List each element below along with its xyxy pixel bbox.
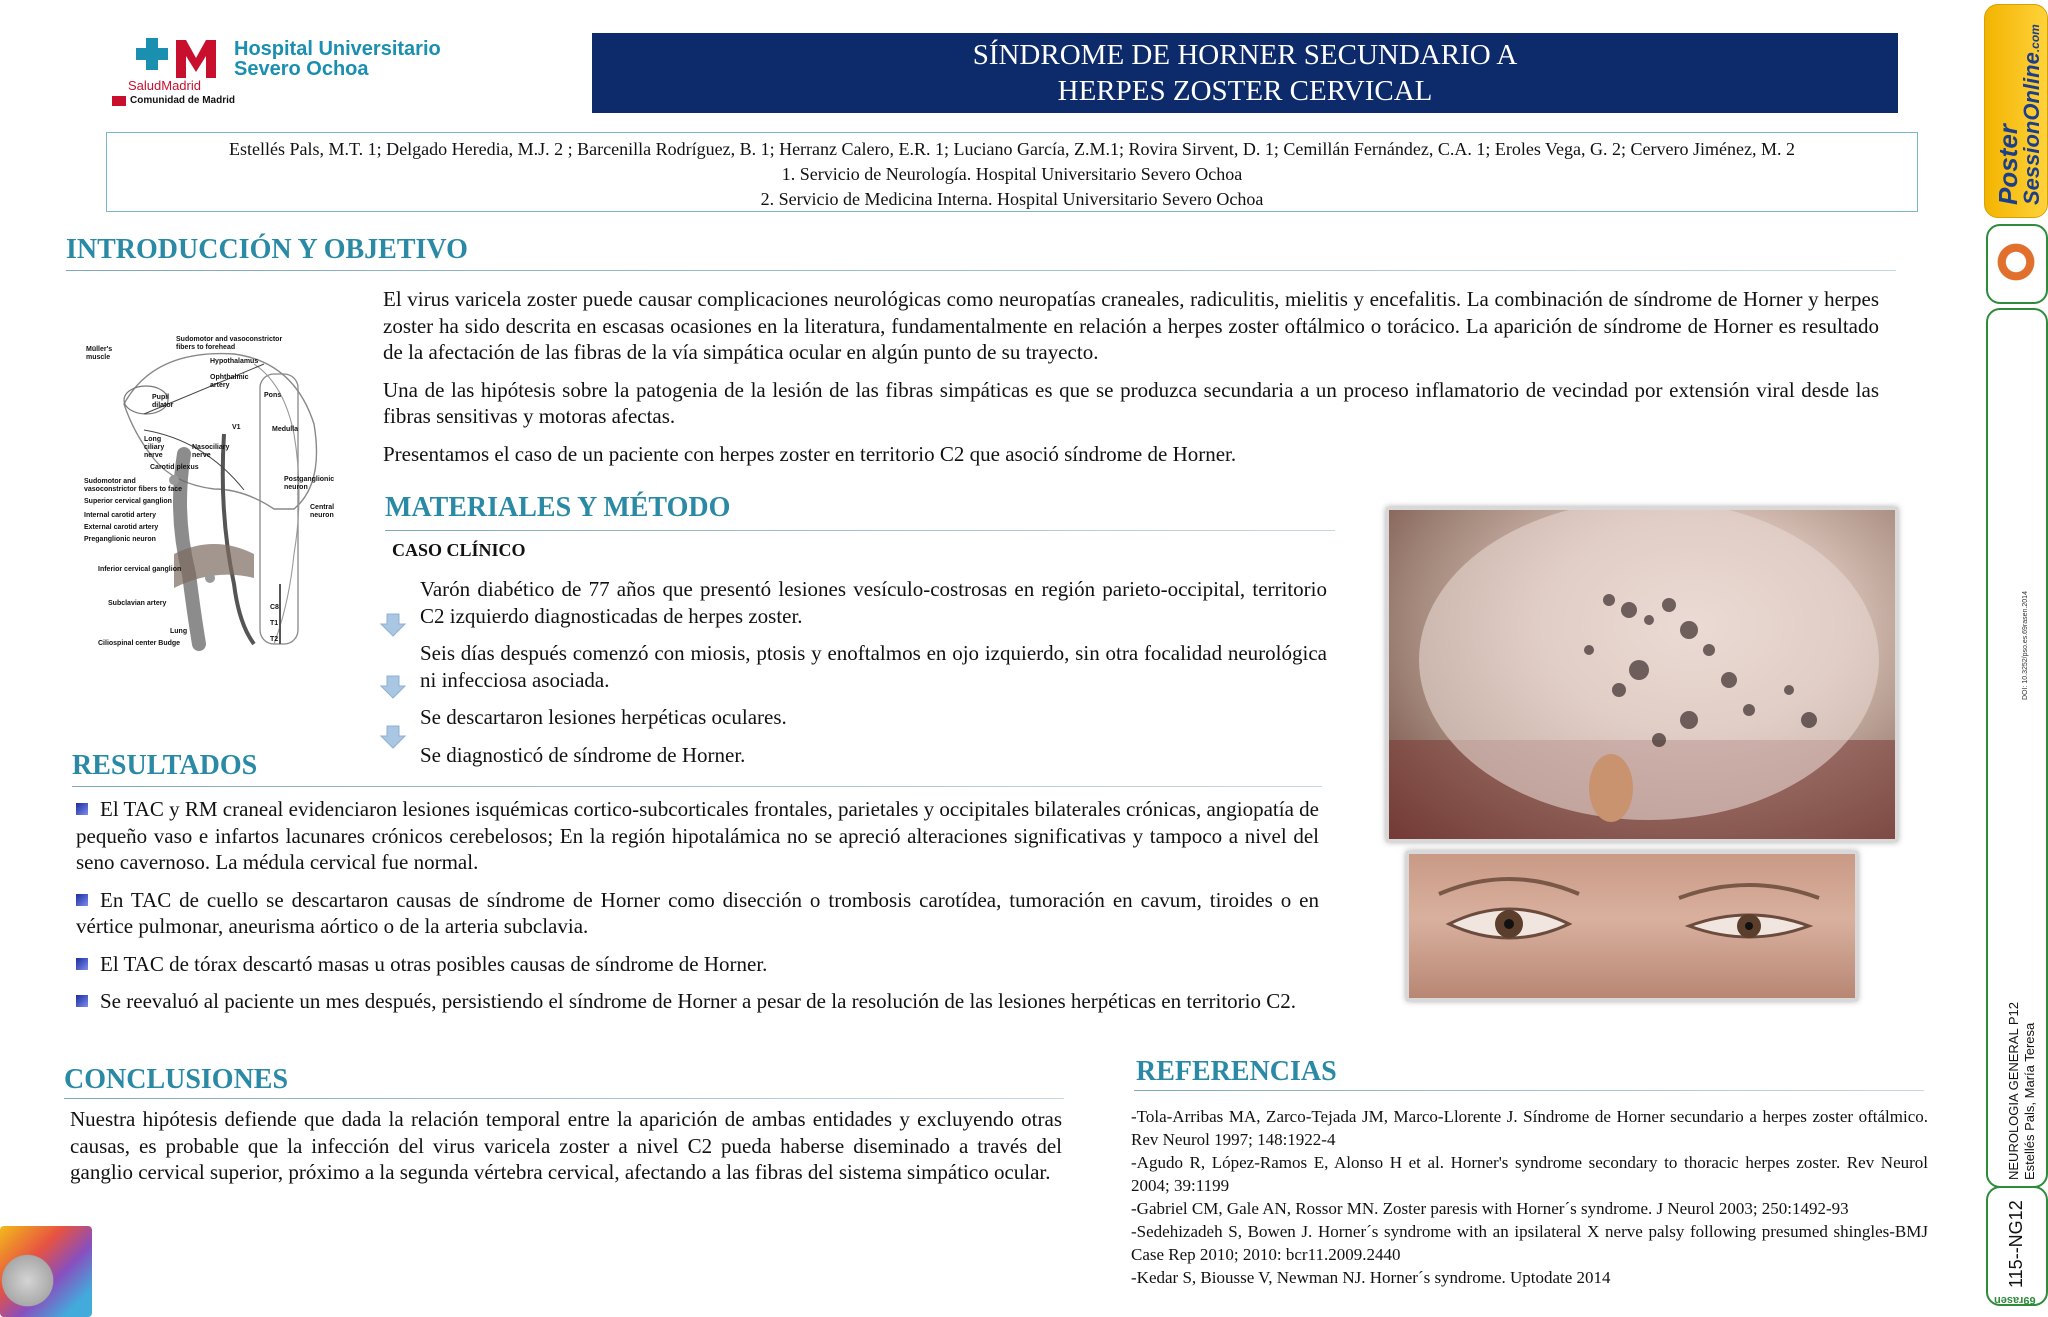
- eyes-illustration: [1409, 854, 1855, 998]
- postersession-badge[interactable]: [1984, 4, 2048, 218]
- category-label: NEUROLOGIA GENERAL P12: [2006, 1002, 2021, 1180]
- title-line-1: SÍNDROME DE HORNER SECUNDARIO A: [972, 39, 1518, 71]
- bullet-square-icon: [76, 958, 88, 970]
- intro-paragraph-2: Una de las hipótesis sobre la patogenia de la lesión de las fibras simpáticas es que se produzca secundaria a un proceso inflamatorio de vecindad por extensión viral desde las fibras sensitivas y motoras afectas.: [383, 377, 1879, 428]
- brand-part-2: SessionOnline: [2019, 52, 2044, 205]
- author-label: Estellés Pals, María Teresa: [2022, 1022, 2037, 1180]
- poster-title: [592, 33, 1898, 113]
- diagram-label-superior-cervical: Superior cervical ganglion: [84, 498, 172, 505]
- result-item-3: [76, 951, 1319, 978]
- methods-rule: [385, 530, 1335, 531]
- results-heading: RESULTADOS: [72, 750, 258, 781]
- diagram-label-pupil-dilator: Pupil dilator: [152, 394, 174, 409]
- society-logo-icon: [1996, 236, 2036, 288]
- diagram-label-postganglionic: Postganglionic neuron: [284, 476, 335, 491]
- diagram-label-t1: T1: [270, 620, 279, 627]
- intro-heading: INTRODUCCIÓN Y OBJETIVO: [66, 234, 468, 265]
- diagram-label-nasociliary: Nasociliary nerve: [192, 444, 230, 459]
- affiliation-1: 1. Servicio de Neurología. Hospital Universitario Severo Ochoa: [781, 164, 1243, 184]
- references-heading: REFERENCIAS: [1136, 1056, 1337, 1087]
- diagram-label-lung: Lung: [170, 628, 188, 635]
- diagram-label-preganglionic: Preganglionic neuron: [84, 536, 156, 543]
- diagram-label-t2: T2: [270, 636, 279, 643]
- bullet-square-icon: [76, 803, 88, 815]
- authors-box: [106, 132, 1918, 212]
- horner-pathway-diagram: [84, 334, 350, 668]
- result-text-4: Se reevaluó al paciente un mes después, persistiendo el síndrome de Horner a pesar de la resolución de las lesiones herpéticas en territorio C2.: [100, 989, 1297, 1013]
- diagram-label-subclavian: Subclavian artery: [108, 600, 167, 607]
- poster-code-panel: [1986, 1186, 2048, 1306]
- reference-item-2: -Agudo R, López-Ramos E, Alonso H et al. Horner's syndrome secondary to thoracic herpes zoster. Rev Neurol 2004; 39:1199: [1131, 1153, 1928, 1195]
- results-rule: [72, 786, 1322, 787]
- intro-paragraph-1: El virus varicela zoster puede causar complicaciones neurológicas como neuropatías craneales, radiculitis, mielitis y encefalitis. La combinación de síndrome de Horner y herpes zoster ha sido descrita en escasas ocasiones en la literatura, fundamentalmente en relación a herpes zoster oftálmico o torácico. La aparición de síndrome de Horner es resultado de la afectación de las fibras de la vía simpática ocular en algún punto de su trayecto.: [383, 287, 1879, 364]
- bullet-square-icon: [76, 894, 88, 906]
- conclusions-body: Nuestra hipótesis defiende que dada la relación temporal entre la aparición de ambas entidades y excluyendo otras causas, es probable que la infección del virus varicela zoster a nivel C2 pueda haberse diseminado a través del ganglio cervical superior, próximo a la segunda vértebra cervical, afectando a las fibras del sistema simpático ocular.: [70, 1107, 1062, 1184]
- reference-item-1: -Tola-Arribas MA, Zarco-Tejada JM, Marco-Llorente J. Síndrome de Horner secundario a herpes zoster oftálmico. Rev Neurol 1997; 148:1922-4: [1131, 1107, 1928, 1149]
- diagram-label-muller: Müller's muscle: [86, 346, 113, 361]
- diagram-label-carotid-plexus: Carotid plexus: [150, 464, 199, 471]
- diagram-label-hypothalamus: Hypothalamus: [210, 358, 259, 365]
- diagram-label-sudomotor-forehead: Sudomotor and vasoconstrictor fibers to forehead: [176, 336, 283, 351]
- affiliation-2: 2. Servicio de Medicina Interna. Hospital Universitario Severo Ochoa: [760, 189, 1264, 209]
- conclusions-rule: [64, 1098, 1064, 1099]
- case-item-2: Seis días después comenzó con miosis, ptosis y enoftalmos en ojo izquierdo, sin otra focalidad neurológica ni infecciosa asociada.: [420, 641, 1327, 692]
- scalp-lesion-illustration: [1389, 510, 1895, 839]
- intro-body: [383, 286, 1879, 478]
- case-item-4: Se diagnosticó de síndrome de Horner.: [420, 742, 746, 767]
- case-item-3: Se descartaron lesiones herpéticas oculares.: [420, 705, 787, 729]
- authors-line: Estellés Pals, M.T. 1; Delgado Heredia, M.J. 2 ; Barcenilla Rodríguez, B. 1; Herranz Calero, E.R. 1; Luciano García, Z.M.1; Rovira Sirvent, D. 1; Cemillán Fernández, C.A. 1; Eroles Vega, G. 2; Cervero Jiménez, M. 2: [229, 139, 1795, 159]
- diagram-label-internal-carotid: Internal carotid artery: [84, 512, 156, 519]
- references-rule: [1134, 1090, 1924, 1091]
- arrow-down-icon: [380, 724, 406, 750]
- diagram-label-ophthalmic: Ophthalmic artery: [210, 374, 249, 389]
- conclusions-heading: CONCLUSIONES: [64, 1064, 289, 1095]
- result-item-4: [76, 988, 1319, 1015]
- arrow-down-icon: [380, 674, 406, 700]
- brand-part-1: Poster: [1993, 124, 2023, 205]
- diagram-label-inferior-cervical: Inferior cervical ganglion: [98, 566, 182, 573]
- reference-item-4: -Sedehizadeh S, Bowen J. Horner´s syndrome with an ipsilateral X nerve palsy following presumed shingles-BMJ Case Rep 2010; 2010: bcr11.2009.2440: [1131, 1222, 1928, 1264]
- comunidad-flag-icon: [112, 96, 126, 106]
- bullet-square-icon: [76, 995, 88, 1007]
- doi-label: DOI: 10.3252/pso.es.69rasen.2014: [2022, 591, 2029, 700]
- eyes-ptosis-photo: [1406, 851, 1858, 1001]
- reference-item-3: -Gabriel CM, Gale AN, Rossor MN. Zoster paresis with Horner´s syndrome. J Neurol 2003; 250:1492-93: [1131, 1199, 1849, 1218]
- diagram-label-medulla: Medulla: [272, 426, 299, 433]
- hospital-logo: [124, 34, 454, 114]
- hospital-name-line2: Severo Ochoa: [234, 58, 369, 80]
- diagram-label-v1: V1: [232, 424, 241, 431]
- diagram-label-pons: Pons: [264, 392, 282, 399]
- diagram-label-central-neuron: Central neuron: [310, 504, 335, 519]
- result-item-1: [76, 796, 1319, 876]
- result-text-2: En TAC de cuello se descartaron causas de síndrome de Horner como disección o trombosis carotídea, tumoración en cavum, tiroides o en vértice pulmonar, aneurisma aórtico o de la arteria subclavia.: [76, 887, 1319, 938]
- diagram-label-sudomotor-face: Sudomotor and vasoconstrictor fibers to face: [84, 478, 183, 493]
- arrow-down-icon: [380, 612, 406, 638]
- event-label: 69rasen: [1994, 1294, 2036, 1306]
- intro-paragraph-3: Presentamos el caso de un paciente con herpes zoster en territorio C2 que asoció síndrome de Horner.: [383, 441, 1237, 466]
- case-subheading: CASO CLÍNICO: [392, 540, 526, 560]
- references-list: [1131, 1105, 1928, 1289]
- reference-item-5: -Kedar S, Biousse V, Newman NJ. Horner´s syndrome. Uptodate 2014: [1131, 1268, 1611, 1287]
- salud-madrid-label: SaludMadrid: [128, 78, 201, 93]
- brain-image: [0, 1226, 92, 1317]
- result-text-1: El TAC y RM craneal evidenciaron lesiones isquémicas cortico-subcorticales frontales, parietales y occipitales bilaterales crónicas, angiopatía de pequeño vaso e infartos lacunares crónicos cerebelosos; En la región hipotalámica no se apreció alteraciones significativas y tampoco a nivel del seno cavernoso. La médula cervical fue normal.: [76, 797, 1319, 874]
- result-item-2: [76, 887, 1319, 940]
- poster-info-panel: [1986, 308, 2048, 1188]
- scalp-lesion-photo: [1386, 507, 1898, 842]
- brand-part-3: .com: [2028, 24, 2042, 53]
- hospital-name-line1: Hospital Universitario: [234, 38, 441, 60]
- diagram-label-external-carotid: External carotid artery: [84, 524, 159, 531]
- results-list: [76, 796, 1319, 1026]
- result-text-3: El TAC de tórax descartó masas u otras posibles causas de síndrome de Horner.: [100, 951, 768, 976]
- postersession-wordmark-2: [2019, 24, 2045, 205]
- poster-code: 115--NG12: [2006, 1200, 2026, 1288]
- methods-heading: MATERIALES Y MÉTODO: [385, 492, 731, 523]
- intro-rule: [66, 270, 1896, 271]
- society-logo: [1986, 224, 2048, 304]
- hospital-logo-mark: [126, 36, 230, 82]
- comunidad-label: Comunidad de Madrid: [130, 95, 235, 106]
- diagram-label-ciliospinal: Ciliospinal center Budge: [98, 640, 181, 647]
- title-line-2: HERPES ZOSTER CERVICAL: [1057, 75, 1433, 107]
- diagram-label-c8: C8: [270, 604, 279, 611]
- case-item-1: Varón diabético de 77 años que presentó lesiones vesículo-costrosas en región parieto-occipital, territorio C2 izquierdo diagnosticadas de herpes zoster.: [420, 577, 1327, 628]
- diagram-label-long-ciliary: Long ciliary nerve: [144, 436, 165, 459]
- case-list: [420, 576, 1327, 779]
